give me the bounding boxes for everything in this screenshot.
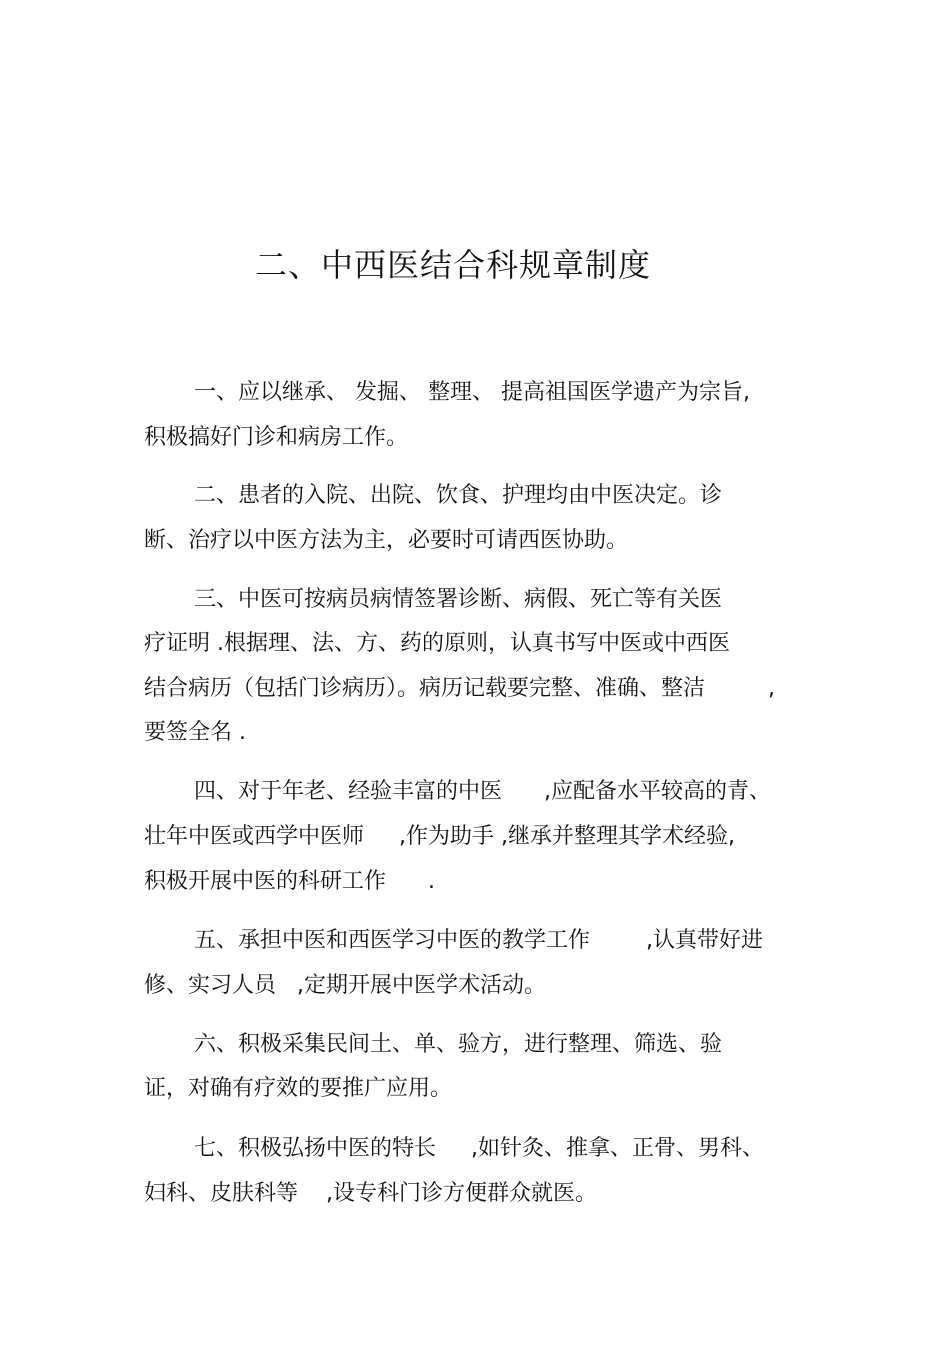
paragraph-2-line-1: 二、患者的入院、出院、饮食、护理均由中医决定。诊 xyxy=(194,483,723,508)
paragraph-6-line-2: 证，对确有疗效的要推广应用。 xyxy=(144,1076,453,1101)
paragraph-7-line-1: 七、积极弘扬中医的特长 ,如针灸、推拿、正骨、男科、 xyxy=(194,1136,764,1161)
paragraph-4-line-2: 壮年中医或西学中医师 ,作为助手 ,继承并整理其学术经验, xyxy=(144,824,735,849)
paragraph-3-line-1: 三、中医可按病员病情签署诊断、病假、死亡等有关医 xyxy=(194,587,723,612)
paragraph-3-line-4: 要签全名 . xyxy=(144,720,246,745)
paragraph-4-line-1: 四、对于年老、经验丰富的中医 ,应配备水平较高的青、 xyxy=(194,779,771,804)
document-title: 二、中西医结合科规章制度 xyxy=(254,246,651,284)
paragraph-2-line-2: 断、治疗以中医方法为主，必要时可请西医协助。 xyxy=(144,528,629,553)
paragraph-3-line-3: 结合病历（包括门诊病历）。病历记载要完整、准确、整洁 , xyxy=(144,676,775,701)
paragraph-7-line-2: 妇科、皮肤科等 ,设专科门诊方便群众就医。 xyxy=(144,1181,597,1206)
paragraph-1-line-2: 积极搞好门诊和病房工作。 xyxy=(144,425,409,450)
paragraph-4-line-3: 积极开展中医的科研工作 . xyxy=(144,869,435,894)
paragraph-3-line-2: 疗证明 .根据理、法、方、药的原则，认真书写中医或中西医 xyxy=(144,631,730,656)
paragraph-5-line-1: 五、承担中医和西医学习中医的教学工作 ,认真带好进 xyxy=(194,928,763,953)
paragraph-5-line-2: 修、实习人员 ,定期开展中医学术活动。 xyxy=(144,973,546,998)
paragraph-1-line-1: 一、应以继承、 发掘、 整理、 提高祖国医学遗产为宗旨, xyxy=(194,380,750,405)
paragraph-6-line-1: 六、积极采集民间土、单、验方，进行整理、筛选、验 xyxy=(194,1032,723,1057)
